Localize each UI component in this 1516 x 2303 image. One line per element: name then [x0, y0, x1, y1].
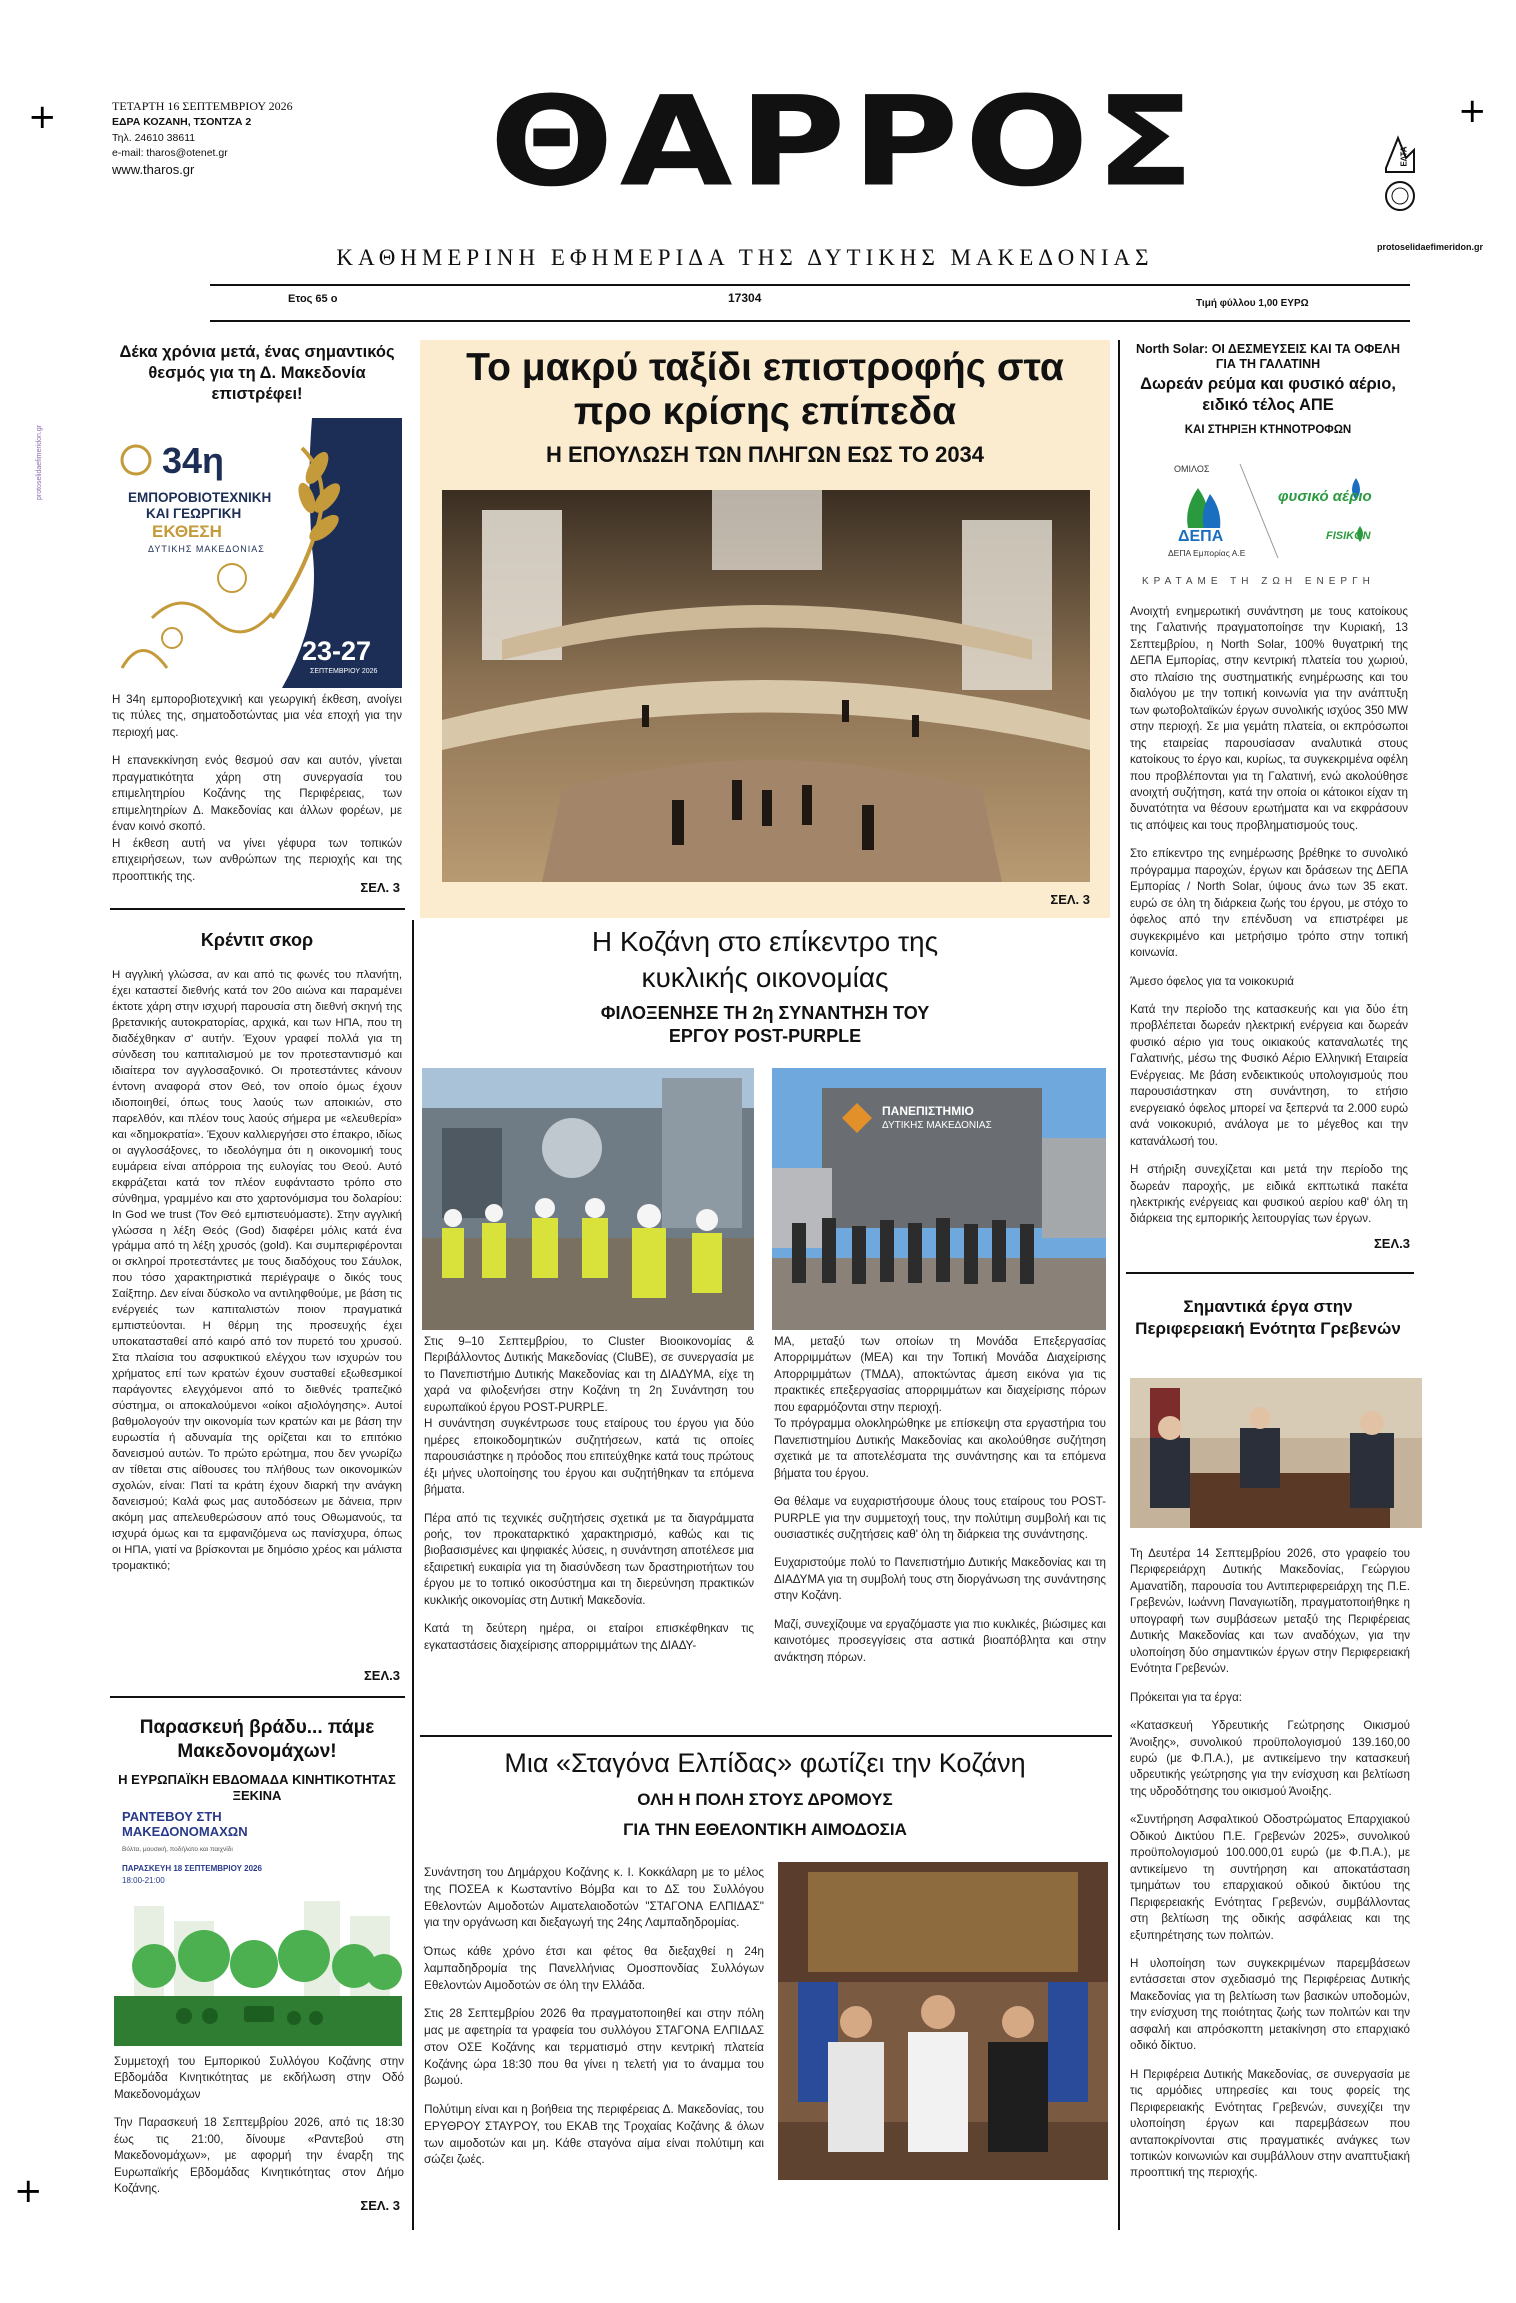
kozani-c1p1: Στις 9–10 Σεπτεμβρίου, το Cluster Βιοοικονομίας & Περιβάλλοντος Δυτικής Μακεδονίας (CluBE), σε συνεργασία με το Πανεπιστήμιο Δυτικής Μακεδονίας και τη ΔΙΑΔΥΜΑ, είχε τη χαρά να φιλοξενήσει στην Κοζάνη τη 2η Συνάντηση του ευρωπαϊκού έργου POST-PURPLE.: [424, 1335, 754, 1414]
side-url: protoselidaefimeridon.gr: [1377, 242, 1484, 252]
grevena-p6: Η Περιφέρεια Δυτικής Μακεδονίας, σε συνεργασία με τις αρμόδιες υπηρεσίες και τους φορείς της Περιφερειακής Ενότητας Γρεβενών, συνεχίζει την υλοποίηση έργων και παρεμβάσεων που ανταποκρίνονται στις πραγματικές ανάγκες των τοπικών κοινωνιών και συμβάλλουν στην αναπτυξιακή προοπτική της περιοχής.: [1130, 2067, 1410, 2180]
kozani-c2p5: Μαζί, συνεχίζουμε να εργαζόμαστε για πιο κυκλικές, βιώσιμες και καινοτόμες προσεγγίσεις στα αστικά βιοαπόβλητα και στην ανάκτηση πόρων.: [774, 1617, 1106, 1664]
expo-page-ref[interactable]: ΣΕΛ. 3: [360, 880, 400, 895]
expo-ad-region: ΔΥΤΙΚΗΣ ΜΑΚΕΔΟΝΙΑΣ: [148, 544, 265, 554]
poster-title: ΡΑΝΤΕΒΟΥ ΣΤΗ ΜΑΚΕΔΟΝΟΜΑΧΩΝ: [122, 1809, 248, 1839]
credit-title: Κρέντιτ σκορ: [200, 930, 314, 950]
main-page-ref[interactable]: ΣΕΛ. 3: [1050, 892, 1090, 907]
north-p1: Ανοιχτή ενημερωτική συνάντηση με τους κατοίκους της Γαλατινής πραγματοποίησε την Κυριακή, 13 Σεπτεμβρίου, η North Solar, 100% θυγατρική της ΔΕΠΑ Εμπορίας, στην κεντρική πλατεία του χωριού, στο πλαίσιο της συστηματικής ενημέρωσης και του διαλόγου με την τοπική κοινωνία για την ανάπτυξη των φωτοβολταϊκών έργων συνολικής ισχύος 350 MW στην περιοχή. Σε μια γεμάτη πλατεία, οι εκπρόσωποι της εταιρείας παρουσίασαν αναλυτικά στους κατοίκους το έργο και, κυρίως, τα συγκεκριμένα οφέλη που προβλέπονται για τη Γαλατινή, ενώ ακολούθησε ανοιχτή συζήτηση, κατά την οποία οι κάτοικοι είχαν τη δυνατότητα να θέσουν ερωτήματα και να εκφράσουν τις απόψεις και τους προβληματισμούς τους.: [1130, 605, 1408, 832]
price: Τιμή φύλλου 1,00 ΕΥΡΩ: [1196, 298, 1309, 309]
grevena-p3: «Κατασκευή Υδρευτικής Γεώτρησης Οικισμού Άνοιξης», συνολικού προϋπολογισμού 139.160,00 ευρώ (με Φ.Π.Α.), με αντικείμενο την κατασκευή υδρευτικής γεώτρησης για την ενίσχυση και βελτίωση της υδροδότησης του οικισμού Άνοιξης.: [1130, 1719, 1410, 1798]
blood-photo: [778, 1862, 1108, 2180]
grevena-p1: Τη Δευτέρα 14 Σεπτεμβρίου 2026, στο γραφείο του Περιφερειάρχη Δυτικής Μακεδονίας, Γεώργιου Αμανατίδη, παρουσία του Αντιπεριφερειάρχη της Π.Ε. Γρεβενών, Ιωάννη Παναγιωτίδη, πραγματοποιήθηκε η υπογραφή των συμβάσεων μεταξύ της Περιφέρειας Δυτικής Μακεδονίας και των αναδόχων, για την υλοποίηση δύο σημαντικών έργων στην Περιφερειακή Ενότητα Γρεβενών.: [1130, 1547, 1410, 1676]
kozani-c1p2: Η συνάντηση συγκέντρωσε τους εταίρους του έργου για δύο ημέρες εποικοδομητικών συζητήσεων, κατά τις οποίες παρουσιάστηκε η πρόοδος που επιτεύχθηκε κατά τους πρώτους έξι μήνες υλοποίησης του έργου και συζητήθηκαν τα επόμενα βήματα.: [424, 1417, 754, 1497]
north-p4: Κατά την περίοδο της κατασκευής και για δύο έτη προβλέπεται δωρεάν ηλεκτρική ενέργεια και δωρεάν φυσικό αέριο για τους οικιακούς καταναλωτές της Γαλατινής, μέσω της Φυσικό Αέριο Ελληνική Εταιρεία Ενέργειας. Με βάση ενδεικτικούς υπολογισμούς που παρουσιάστηκαν στη συνάντηση, το ετήσιο ενεργειακό όφελος μπορεί να ξεπερνά τα 2.000 ευρώ ανά νοικοκυριό, ανάλογα με το μέγεθος και την κατανάλωσή του.: [1130, 1002, 1408, 1148]
elta-logo: [1380, 128, 1420, 218]
kozani-rule: [420, 1735, 1112, 1737]
col-rule-left: [412, 920, 414, 2230]
expo-p1: Η 34η εμποροβιοτεχνική και γεωργική έκθεση, ανοίγει τις πύλες της, σηματοδοτώντας μια νέα εποχή για την περιοχή μας.: [112, 693, 402, 739]
expo-ad-month: ΣΕΠΤΕΜΒΡΙΟΥ 2026: [310, 668, 378, 675]
fysikon-logo: FISIKON: [1326, 530, 1371, 542]
expo-body: [112, 692, 402, 897]
registration-mark: +: [14, 2171, 43, 2211]
masthead: ΘΑΡΡΟΣ: [489, 69, 1201, 215]
kozani-c1p3: Πέρα από τις τεχνικές συζητήσεις σχετικά με τα διαγράμματα ροής, τον προκαταρκτικό χαρακτηρισμό, καθώς και τις βιοβασισμένες και ψηφιακές λύσεις, η συνάντηση αποτέλεσε μια εξαιρετική ευκαιρία για τη διασύνδεση των δραστηριοτήτων του έργου με το τοπικό οικοσύστημα και τη διερεύνηση πρακτικών κυκλικής οικονομίας στη Δυτική Μακεδονία.: [424, 1511, 754, 1607]
depa-ad: [1128, 448, 1408, 598]
kozani-photo-workers: [422, 1068, 754, 1330]
kozani-c2p1: ΜΑ, μεταξύ των οποίων τη Μονάδα Επεξεργασίας Απορριμμάτων (ΜΕΑ) και την Τοπική Μονάδα Διαχείρισης Απορριμμάτων (ΤΜΔΑ), αποκτώντας άμεση εικόνα για τις πρακτικές επεξεργασίας απορριμμάτων και διαχείρισης πόρων που εφαρμόζονται στην περιοχή.: [774, 1335, 1106, 1414]
depa-sub: ΔΕΠΑ Εμπορίας Α.Ε: [1168, 548, 1246, 558]
grevena-photo: [1130, 1378, 1422, 1528]
header-rule-bottom: [210, 320, 1410, 322]
depa-omilos: ΟΜΙΛΟΣ: [1174, 464, 1210, 474]
kozani-col2: [774, 1334, 1106, 1678]
header-rule-top: [210, 284, 1410, 286]
issue-date: ΤΕΤΑΡΤΗ 16 ΣΕΠΤΕΜΒΡΙΟΥ 2026: [112, 99, 293, 113]
email: e-mail: tharos@otenet.gr: [112, 146, 228, 159]
blood-p4: Πολύτιμη είναι και η βοήθεια της περιφέρειας Δ. Μακεδονίας, του ΕΡΥΘΡΟΥ ΣΤΑΥΡΟΥ, του ΕΚΑΒ της Τροχαίας Κοζάνης & όλων των αιμοδοτών και μη. Κάθε σταγόνα αίμα είναι πολύτιμη και σώζει ζωές.: [424, 2102, 764, 2167]
north-p3: Άμεσο όφελος για τα νοικοκυριά: [1130, 974, 1294, 988]
expo-ad-title-2: ΚΑΙ ΓΕΩΡΓΙΚΗ: [146, 506, 242, 521]
main-photo: [442, 490, 1090, 882]
north-p5: Η στήριξη συνεχίζεται και μετά την περίοδο της δωρεάν παροχής, με ειδικά εκπτωτικά πακέτα ηλεκτρικής ενέργειας και φυσικού αερίου καθ' όλη τη διάρκεια της εμπορικής λειτουργίας των έργων.: [1130, 1163, 1408, 1226]
friday-poster: [114, 1806, 402, 2046]
issue-number: 17304: [728, 291, 762, 305]
credit-body: Η αγγλική γλώσσα, αν και από τις φωνές του πλανήτη, έχει καταστεί διεθνής κατά τον 20ο αιώνα και παραμένει έκτοτε χάρη στην ισχυρή παρουσία στη διεθνή σκηνή της βρετανικής αυτοκρατορίας, αρχικά, και των ΗΠΑ, που τη διαδέχθηκαν σ' αυτήν. Έχουν γραφεί πολλά για τη σύνδεση του καπιταλισμού με τον προτεσταντισμό και ιδιαίτερα τον αγγλοσαξονικό. Οι προτεστάντες κάνουν έντονη αναφορά στον Θεό, τον οποίο όμως έχουν ιδιοποιηθεί, όπως τους λαούς των αποικιών, στο παρελθόν, και πλέον τους λαούς σήμερα με «ελευθερία» και «δημοκρατία». Έχουν καλλιεργήσει στο έπακρο, ιδίως οι αγγλοσάξονες, το ιδεολόγημα ότι η οικονομική τους ευμάρεια είναι απόρροια της ευλογίας του Θεού. Αυτό εκφράζεται κατά τον πλέον ευφάνταστο τρόπο στο σύνθημα, γραμμένο και στο χαρτονόμισμα του δολαρίου: In God we trust (Τον Θεό εμπιστευόμαστε). Στην αγγλική γλώσσα η λέξη Θεός (God) διαφέρει μόλις κατά ένα γράμμα από τη λέξη χρυσός (gold). Και συμπεριφέρονται οι σκληροί προτεστάντες με τους διαδόχους του Σάυλοκ, που τόσο χαρακτηριστικά περιέγραψε ο δικός τους Σαίξπηρ. Δεν είναι δύσκολο να αντιληφθούμε, με βάση τις ενέργειές των καπιταλιστών ποιον πραγματικά εμπιστεύονται. Η θέρμη της προσευχής έχει υποκατασταθεί από καιρό από τον πυρετό του χρυσού. Στα πλαίσια του ασφυκτικού ελέγχου των ισχυρών του χρήματος επί των κρατών έχουν συσταθεί εξωθεσμικοί παράγοντες ελεγχόμενοι από το διεθνές τραπεζικό σύστημα, οι αποκαλούμενοι «οίκοι αξιολόγησης». Αυτοί βαθμολογούν την οικονομία των κρατών και με βάση την ευρωστία ή αδυναμία της ορίζεται και το επιτόκιο δανεισμού αυτών. Το πρώτο ερώτημα, που δεν γνωρίζω αν τίθεται στις αίθουσες του πλήθους των οικονομικών σχολών, είναι: Πατί τα κράτη έχουν διαρκή την ανάγκη δανεισμού; Καλά φως μας αυτοδόσεων με δάνεια, πριν ακόμη μας απελευθερώσουν από τους Οθωμανούς, τα ισχυρά όμως και τα εμφανιζόμενα ως πανίσχυρα, όπως οι ΗΠΑ, γιατί να βρίσκονται με δημόσιο χρέος και μάλιστα τρομακτικό;: [112, 969, 402, 1572]
expo-ad-title-1: ΕΜΠΟΡΟΒΙΟΤΕΧΝΙΚΗ: [128, 490, 272, 505]
vertical-url: protoselidaefimeridon.gr: [36, 424, 43, 500]
credit-rule: [110, 1696, 405, 1698]
header-info: [112, 98, 362, 180]
friday-page-ref[interactable]: ΣΕΛ. 3: [360, 2198, 400, 2213]
kozani-c2p3: Θα θέλαμε να ευχαριστήσουμε όλους τους εταίρους του POST-PURPLE για την συμμετοχή τους, την πολύτιμη συμβολή και τις ουσιαστικές συζητήσεις καθ' όλη τη διάρκεια της συνάντησης.: [774, 1495, 1106, 1541]
friday-p1: Συμμετοχή του Εμπορικού Συλλόγου Κοζάνης στην Εβδομάδα Κινητικότητας με εκδήλωση στην Οδό Μακεδονομάχων: [114, 2055, 404, 2101]
blood-body: [424, 1864, 764, 2180]
friday-p2: Την Παρασκευή 18 Σεπτεμβρίου 2026, από τις 18:30 έως τις 21:00, δίνουμε «Ραντεβού στη Μακεδονομάχων», με αφορμή την έναρξη της Ευρωπαϊκής Εβδομάδας Κινητικότητας στον Δήμο Κοζάνης.: [114, 2116, 404, 2196]
north-p2: Στο επίκεντρο της ενημέρωσης βρέθηκε το συνολικό πρόγραμμα παροχών, έργων και δράσεων της ΔΕΠΑ Εμπορίας / North Solar, ύψους άνω των 35 εκατ. ευρώ σε όλη τη διάρκεια ζωής του έργου, με στόχο το όφελος από την επένδυση να επιστρέφει με συγκεκριμένο και μετρήσιμο τρόπο στην τοπική κοινωνία.: [1130, 847, 1408, 960]
north-kicker: North Solar: ΟΙ ΔΕΣΜΕΥΣΕΙΣ ΚΑΙ ΤΑ ΟΦΕΛΗ ΓΙΑ ΤΗ ΓΑΛΑΤΙΝΗ: [1136, 342, 1400, 371]
tagline: ΚΑΘΗΜΕΡΙΝΗ ΕΦΗΜΕΡΙΔΑ ΤΗΣ ΔΥΤΙΚΗΣ ΜΑΚΕΔΟΝΙΑΣ: [336, 245, 1154, 270]
blood-headline: Μια «Σταγόνα Ελπίδας» φωτίζει την Κοζάνη: [504, 1748, 1026, 1778]
expo-rule: [110, 908, 405, 910]
address: ΕΔΡΑ ΚΟΖΑΝΗ, ΤΣΟΝΤΖΑ 2: [112, 116, 252, 129]
grevena-p2: Πρόκειται για τα έργα:: [1130, 1690, 1242, 1704]
kozani-col1: [424, 1334, 754, 1666]
registration-mark: +: [28, 97, 57, 137]
expo-ad: [112, 418, 402, 688]
poster-date: ΠΑΡΑΣΚΕΥΗ 18 ΣΕΠΤΕΜΒΡΙΟΥ 2026: [122, 1864, 262, 1873]
kozani-subhead: ΦΙΛΟΞΕΝΗΣΕ ΤΗ 2η ΣΥΝΑΝΤΗΣΗ ΤΟΥ ΕΡΓΟΥ POST-PURPLE: [600, 1003, 930, 1046]
main-headline: Το μακρύ ταξίδι επιστροφής στα προ κρίσης επίπεδα: [466, 346, 1064, 433]
poster-sub: Βόλτα, μουσική, ποδήλατο και παιχνίδι: [122, 1846, 233, 1853]
university-sign-2: ΔΥΤΙΚΗΣ ΜΑΚΕΔΟΝΙΑΣ: [882, 1120, 992, 1131]
blood-p1: Συνάντηση του Δημάρχου Κοζάνης κ. Ι. Κοκκάλαρη με το μέλος της ΠΟΣΕΑ κ Κωσταντίνο Βόμβα και το ΔΣ του Συλλόγου Εθελοντών Αιμοδοτών Αιματελαιοδοτών "ΣΤΑΓΟΝΑ ΕΛΠΙΔΑΣ" για την οργάνωση και διεξαγωγή της 24ης Λαμπαδηδρομίας.: [424, 1865, 764, 1930]
fysiko-aerio-logo: φυσικό αέριο: [1278, 488, 1372, 505]
col-rule-right: [1118, 340, 1120, 2230]
blood-sub1: ΟΛΗ Η ΠΟΛΗ ΣΤΟΥΣ ΔΡΟΜΟΥΣ: [637, 1790, 893, 1809]
kozani-photo-university: [772, 1068, 1106, 1330]
expo-p3: Η έκθεση αυτή να γίνει γέφυρα των τοπικών επιχειρήσεων, των ανθρώπων της περιοχής και της προοπτικής της.: [112, 836, 402, 883]
north-headline: Δωρεάν ρεύμα και φυσικό αέριο, ειδικό τέλος ΑΠΕ: [1140, 375, 1396, 414]
kozani-headline: Η Κοζάνη στο επίκεντρο της κυκλικής οικονομίας: [591, 926, 939, 994]
north-sub: ΚΑΙ ΣΤΗΡΙΞΗ ΚΤΗΝΟΤΡΟΦΩΝ: [1184, 424, 1352, 436]
grevena-p5: Η υλοποίηση των συγκεκριμένων παρεμβάσεων εντάσσεται στον σχεδιασμό της Περιφέρειας Δυτικής Μακεδονίας για τη βελτίωση των βασικών υποδομών, την ενίσχυση της ποιότητας ζωής των πολιτών και την ασφαλή και απρόσκοπτη μετακίνηση στο επαρχιακό οδικό δίκτυο.: [1130, 1956, 1410, 2053]
kozani-c2p2: Το πρόγραμμα ολοκληρώθηκε με επίσκεψη στα εργαστήρια του Πανεπιστημίου Δυτικής Μακεδονίας και ακολούθησε συζήτηση σχετικά με τα αποτελέσματα της συνάντησης και τα επόμενα βήματα του έργου.: [774, 1417, 1106, 1480]
blood-p3: Στις 28 Σεπτεμβρίου 2026 θα πραγματοποιηθεί και στην πόλη μας με αφετηρία τα γραφεία του συλλόγου ΣΤΑΓΟΝΑ ΕΛΠΙΔΑΣ στον ΟΣΕ Κοζάνης και τερματισμό στην κεντρική πλατεία Κοζάνης ώρα 18:30 που θα γίνει η τελετή για το άναμμα του βωμού.: [424, 2006, 764, 2088]
friday-body: [114, 2054, 404, 2210]
blood-sub2: ΓΙΑ ΤΗΝ ΕΘΕΛΟΝΤΙΚΗ ΑΙΜΟΔΟΣΙΑ: [623, 1820, 907, 1839]
north-body: [1130, 604, 1408, 1240]
expo-ad-title-3: ΕΚΘΕΣΗ: [152, 522, 222, 541]
depa-slogan: ΚΡΑΤΑΜΕ ΤΗ ΖΩΗ ΕΝΕΡΓΗ: [1142, 576, 1375, 587]
university-sign-1: ΠΑΝΕΠΙΣΤΗΜΙΟ: [882, 1104, 974, 1118]
expo-headline: Δέκα χρόνια μετά, ένας σημαντικός θεσμός για τη Δ. Μακεδονία επιστρέφει!: [119, 343, 395, 404]
friday-headline: Παρασκευή βράδυ... πάμε Μακεδονομάχων!: [139, 1717, 375, 1763]
elta-label: ΕΛΤΑ: [1399, 146, 1409, 167]
grevena-p4: «Συντήρηση Ασφαλτικού Οδοστρώματος Επαρχιακού Οδικού Δικτύου Π.Ε. Γρεβενών 2025», συνολικού προϋπολογισμού 100.000,01 ευρώ (με Φ.Π.Α.), με αντικείμενο τη συντήρηση και αποκατάσταση τμημάτων του επαρχιακού οδικού δικτύου της Περιφερειακής Ενότητας Γρεβενών, συμβάλλοντας στη βελτίωση της οδικής ασφάλειας και της εξυπηρέτησης των πολιτών.: [1130, 1813, 1410, 1942]
north-rule: [1126, 1272, 1414, 1274]
blood-p2: Όπως κάθε χρόνο έτσι και φέτος θα διεξαχθεί η 24η λαμπαδηδρομία της Πανελλήνιας Ομοσπονδίας Συλλόγων Εθελοντών Αιμοδοτών σε όλη την Ελλάδα.: [424, 1944, 764, 1992]
expo-ad-number: 34η: [162, 440, 225, 481]
kozani-c2p4: Ευχαριστούμε πολύ το Πανεπιστήμιο Δυτικής Μακεδονίας και τη ΔΙΑΔΥΜΑ για τη συμβολή τους στη διοργάνωση της συνάντησης στην Κοζάνη.: [774, 1556, 1106, 1603]
friday-subhead: Η ΕΥΡΩΠΑΪΚΗ ΕΒΔΟΜΑΔΑ ΚΙΝΗΤΙΚΟΤΗΤΑΣ ΞΕΚΙΝΑ: [118, 1772, 396, 1804]
grevena-headline: Σημαντικά έργα στην Περιφερειακή Ενότητα Γρεβενών: [1135, 1297, 1401, 1339]
depa-logo-text: ΔΕΠΑ: [1178, 528, 1224, 545]
website[interactable]: www.tharos.gr: [112, 162, 195, 178]
kozani-c1p4: Κατά τη δεύτερη ημέρα, οι εταίροι επισκέφθηκαν τις εγκαταστάσεις διαχείρισης απορριμμάτων της ΔΙΑΔΥ-: [424, 1622, 754, 1652]
main-subhead: Η ΕΠΟΥΛΩΣΗ ΤΩΝ ΠΛΗΓΩΝ ΕΩΣ ΤΟ 2034: [545, 442, 985, 467]
poster-time: 18:00-21:00: [122, 1876, 165, 1885]
grevena-body: [1130, 1546, 1410, 2194]
credit-page-ref[interactable]: ΣΕΛ.3: [364, 1668, 400, 1683]
phone: Τηλ. 24610 38611: [112, 131, 196, 144]
year: Ετος 65 ο: [288, 293, 338, 305]
north-page-ref[interactable]: ΣΕΛ.3: [1374, 1236, 1410, 1251]
expo-p2: Η επανεκκίνηση ενός θεσμού σαν και αυτόν, γίνεται πραγματικότητα χάρη στη συνεργασία του επιμελητηρίου Κοζάνης της Περιφέρειας, των επιμελητηρίων Δ. Μακεδονίας και άλλων φορέων, με έναν κοινό σκοπό.: [112, 754, 402, 834]
expo-ad-dates: 23-27: [302, 636, 372, 666]
registration-mark: +: [1458, 91, 1487, 131]
